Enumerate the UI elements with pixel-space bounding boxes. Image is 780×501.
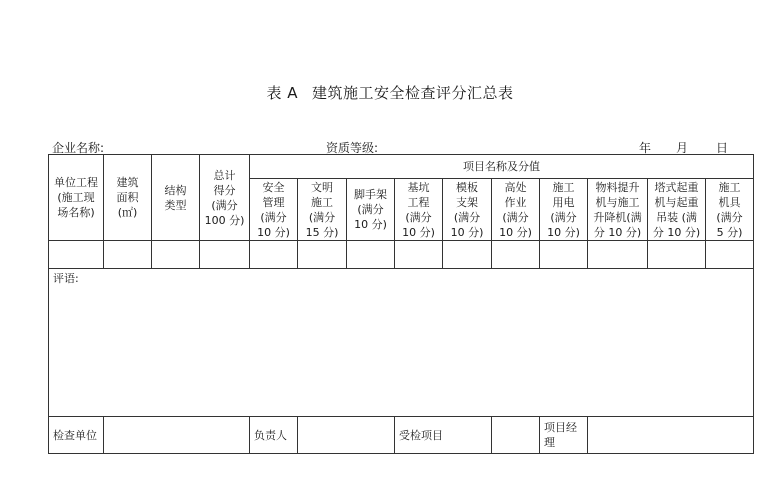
item-tower-crane: 塔式起重 机与起重 吊装 (满 分 10 分) <box>648 179 706 241</box>
cell-score[interactable] <box>540 241 588 269</box>
cell-score[interactable] <box>492 241 540 269</box>
project-manager-value[interactable] <box>588 417 754 454</box>
header-area: 建筑 面积 (㎡) <box>104 155 152 241</box>
header-unit: 单位工程 (施工现 场名称) <box>49 155 104 241</box>
item-safety-management: 安全 管理 (满分 10 分) <box>250 179 298 241</box>
table-title: 建筑施工安全检查评分汇总表 <box>312 84 514 102</box>
table-number: 表 A <box>266 84 298 102</box>
item-machinery: 施工 机具 (满分 5 分) <box>706 179 754 241</box>
header-items-group: 项目名称及分值 <box>250 155 754 179</box>
cell-score[interactable] <box>395 241 443 269</box>
responsible-label: 负责人 <box>250 417 298 454</box>
cell-score[interactable] <box>347 241 395 269</box>
cell-structure[interactable] <box>152 241 200 269</box>
cell-area[interactable] <box>104 241 152 269</box>
cell-unit[interactable] <box>49 241 104 269</box>
cell-score[interactable] <box>443 241 492 269</box>
meta-row <box>52 139 752 155</box>
comment-label: 评语: <box>53 272 79 285</box>
summary-table <box>48 154 754 454</box>
month-label: 月 <box>676 141 689 155</box>
inspect-unit-label: 检查单位 <box>49 417 104 454</box>
day-label: 日 <box>716 141 729 155</box>
page-title <box>0 82 780 103</box>
inspected-project-label: 受检项目 <box>395 417 492 454</box>
item-formwork: 模板 支架 (满分 10 分) <box>443 179 492 241</box>
item-electricity: 施工 用电 (满分 10 分) <box>540 179 588 241</box>
year-label: 年 <box>639 141 652 155</box>
company-label: 企业名称: <box>52 141 105 155</box>
header-total: 总计 得分 (满分 100 分) <box>200 155 250 241</box>
qualification-label: 资质等级: <box>326 141 379 155</box>
item-scaffolding: 脚手架 (满分 10 分) <box>347 179 395 241</box>
comment-cell[interactable] <box>49 269 754 417</box>
cell-score[interactable] <box>250 241 298 269</box>
item-hoist: 物料提升 机与施工 升降机(满 分 10 分) <box>588 179 648 241</box>
cell-score[interactable] <box>648 241 706 269</box>
inspected-project-value[interactable] <box>492 417 540 454</box>
inspect-unit-value[interactable] <box>104 417 250 454</box>
data-row <box>49 241 754 269</box>
project-manager-label: 项目经理 <box>540 417 588 454</box>
item-civilized-construction: 文明 施工 (满分 15 分) <box>298 179 347 241</box>
header-structure: 结构 类型 <box>152 155 200 241</box>
responsible-value[interactable] <box>298 417 395 454</box>
cell-score[interactable] <box>588 241 648 269</box>
cell-total[interactable] <box>200 241 250 269</box>
item-foundation-pit: 基坑 工程 (满分 10 分) <box>395 179 443 241</box>
cell-score[interactable] <box>298 241 347 269</box>
cell-score[interactable] <box>706 241 754 269</box>
item-high-work: 高处 作业 (满分 10 分) <box>492 179 540 241</box>
